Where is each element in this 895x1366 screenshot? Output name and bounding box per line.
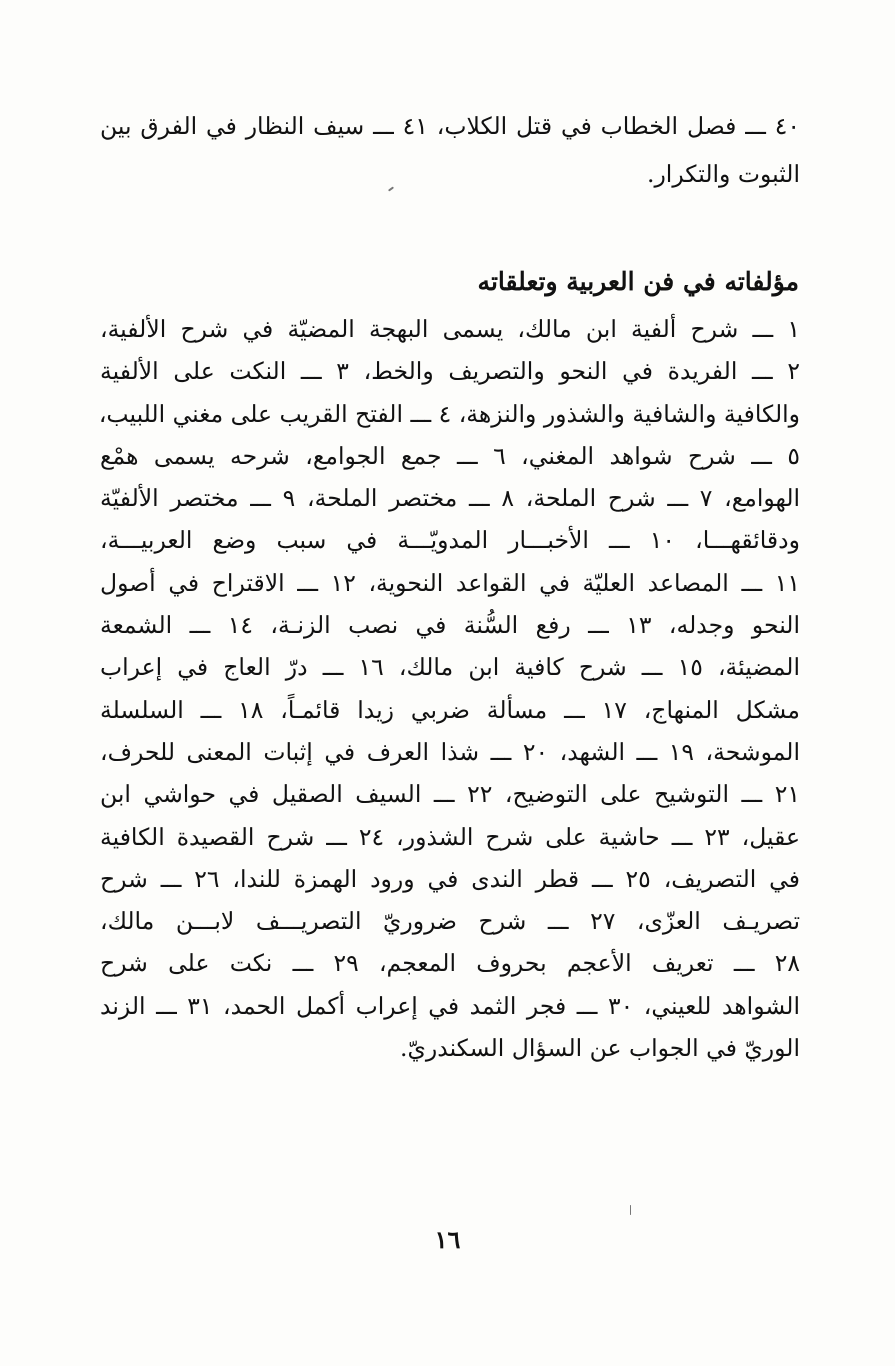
text-line: ٥ ـــ شرح شواهد المغني، ٦ ـــ جمع الجوامع، شرحه يسمى همْع (100, 441, 801, 470)
text-line: الموشحة، ١٩ ـــ الشهد، ٢٠ ـــ شذا العرف في إثبات المعنى للحرف، (100, 737, 800, 766)
text-line: الشواهد للعيني، ٣٠ ـــ فجر الثمد في إعراب أكمل الحمد، ٣١ ـــ الزند (100, 991, 800, 1020)
text-line: الثبوت والتكرار. (646, 160, 800, 188)
text-line: ١ ـــ شرح ألفية ابن مالك، يسمى البهجة المضيّة في شرح الألفية، (100, 315, 800, 343)
text-line: ٤٠ ـــ فصل الخطاب في قتل الكلاب، ٤١ ـــ سيف النظار في الفرق بين (100, 112, 800, 140)
intro-paragraph (100, 102, 800, 198)
text-line: عقيل، ٢٣ ـــ حاشية على شرح الشذور، ٢٤ ـــ شرح القصيدة الكافية (100, 822, 801, 851)
text-line: المضيئة، ١٥ ـــ شرح كافية ابن مالك، ١٦ ـــ درّ العاج في إعراب (100, 653, 800, 682)
text-line: ١١ ـــ المصاعد العليّة في القواعد النحوية، ١٢ ـــ الاقتراح في أصول (100, 568, 800, 597)
text-line: ٢١ ـــ التوشيح على التوضيح، ٢٢ ـــ السيف الصقيل في حواشي ابن (100, 780, 800, 809)
text-line: في التصريف، ٢٥ ـــ قطر الندى في ورود الهمزة للندا، ٢٦ ـــ شرح (100, 864, 800, 893)
text-line: والكافية والشافية والشذور والنزهة، ٤ ـــ الفتح القريب على مغني اللبيب، (98, 399, 800, 428)
text-line: ٢ ـــ الفريدة في النحو والتصريف والخط، ٣ ـــ النكت على الألفية (100, 357, 800, 386)
text-line: ودقائقهـــا، ١٠ ـــ الأخبـــار المدويّـــة في سبب وضع العربيـــة، (100, 526, 800, 555)
works-paragraph (100, 308, 800, 1069)
text-line: تصريـف العزّى، ٢٧ ـــ شرح ضروريّ التصريـــف لابـــن مالك، (100, 907, 800, 936)
text-line: مشكل المنهاج، ١٧ ـــ مسألة ضربي زيدا قائمـاً، ١٨ ـــ السلسلة (100, 695, 800, 724)
text-line: الوريّ في الجواب عن السؤال السكندريّ. (400, 1034, 800, 1063)
text-line: الهوامع، ٧ ـــ شرح الملحة، ٨ ـــ مختصر الملحة، ٩ ـــ مختصر الألفيّة (100, 484, 801, 513)
scan-speck (630, 1205, 631, 1215)
section-heading: مؤلفاته في فن العربية وتعلقاته (477, 267, 799, 296)
page-number: ١٦ (434, 1225, 461, 1254)
text-line: النحو وجدله، ١٣ ـــ رفع السُّنة في نصب الزنـة، ١٤ ـــ الشمعة (100, 611, 800, 640)
text-line: ٢٨ ـــ تعريف الأعجم بحروف المعجم، ٢٩ ـــ نكت على شرح (100, 949, 800, 978)
